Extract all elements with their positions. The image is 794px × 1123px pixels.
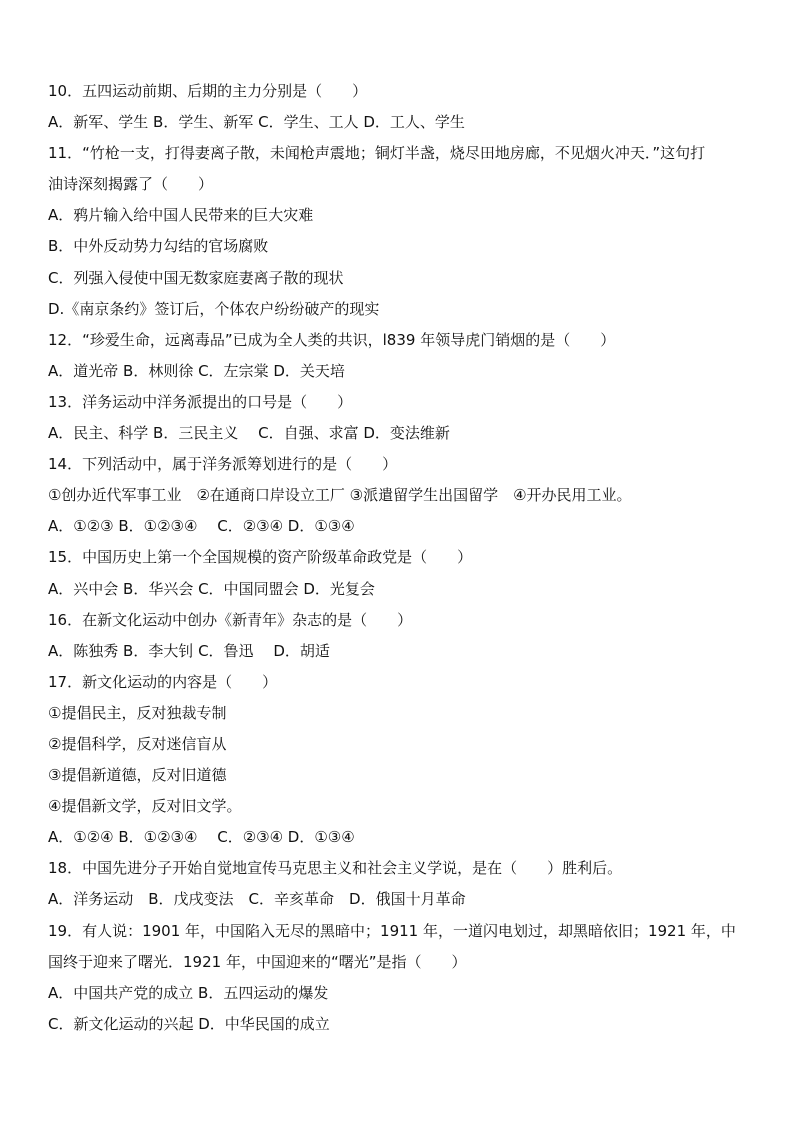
question-18-stem: 18．中国先进分子开始自觉地宣传马克思主义和社会主义学说，是在（ ）胜利后。 [48,859,623,878]
question-19-options-cd: C．新文化运动的兴起 D．中华民国的成立 [48,1014,330,1033]
question-11-option-b: B．中外反动势力勾结的官场腐败 [48,237,269,256]
question-17-item-4: ④提倡新文学，反对旧文学。 [48,797,242,816]
question-11-stem-cont: 油诗深刻揭露了（ ） [48,175,214,194]
question-11-stem: 11．“竹枪一支，打得妻离子散，未闻枪声震地；铜灯半盏，烧尽田地房廊，不见烟火冲天．”这句打 [48,144,706,163]
question-14-stem: 14．下列活动中，属于洋务派筹划进行的是（ ） [48,455,398,474]
question-11-option-c: C．列强入侵使中国无数家庭妻离子散的现状 [48,268,344,287]
question-10-options: A．新军、学生 B．学生、新军 C．学生、工人 D．工人、学生 [48,113,465,132]
question-17-stem: 17．新文化运动的内容是（ ） [48,672,278,691]
question-16-options: A．陈独秀 B．李大钊 C．鲁迅 D．胡适 [48,641,330,660]
question-19-stem-cont: 国终于迎来了曙光．1921 年，中国迎来的“曙光”是指（ ） [48,952,467,971]
question-11-option-a: A．鸦片输入给中国人民带来的巨大灾难 [48,206,314,225]
question-12-stem: 12．“珍爱生命，远离毒品”已成为全人类的共识，l839 年领导虎门销烟的是（ ） [48,330,616,349]
question-17-item-2: ②提倡科学，反对迷信盲从 [48,734,227,753]
question-13-stem: 13．洋务运动中洋务派提出的口号是（ ） [48,392,353,411]
question-12-options: A．道光帝 B．林则徐 C．左宗棠 D．关天培 [48,361,345,380]
question-18-options: A．洋务运动 B．戊戌变法 C．辛亥革命 D．俄国十月革命 [48,890,466,909]
question-17-options: A．①②④ B．①②③④ C．②③④ D．①③④ [48,828,355,847]
question-17-item-1: ①提倡民主，反对独裁专制 [48,703,227,722]
question-16-stem: 16．在新文化运动中创办《新青年》杂志的是（ ） [48,610,413,629]
question-14-items: ①创办近代军事工业 ②在通商口岸设立工厂 ③派遣留学生出国留学 ④开办民用工业。 [48,486,632,505]
question-19-options-ab: A．中国共产党的成立 B．五四运动的爆发 [48,983,329,1002]
question-10-stem: 10．五四运动前期、后期的主力分别是（ ） [48,82,368,100]
question-13-options: A．民主、科学 B．三民主义 C．自强、求富 D．变法维新 [48,424,450,443]
question-19-stem: 19．有人说：1901 年，中国陷入无尽的黑暗中；1911 年，一道闪电划过，却黑暗依旧；1921 年，中 [48,921,736,940]
question-11-option-d: D.《南京条约》签订后，个体农户纷纷破产的现实 [48,299,380,318]
question-17-item-3: ③提倡新道德，反对旧道德 [48,766,227,785]
document-page [48,76,778,1040]
question-15-stem: 15．中国历史上第一个全国规模的资产阶级革命政党是（ ） [48,548,473,567]
question-15-options: A．兴中会 B．华兴会 C．中国同盟会 D．光复会 [48,579,375,598]
question-14-options: A．①②③ B．①②③④ C．②③④ D．①③④ [48,517,355,536]
